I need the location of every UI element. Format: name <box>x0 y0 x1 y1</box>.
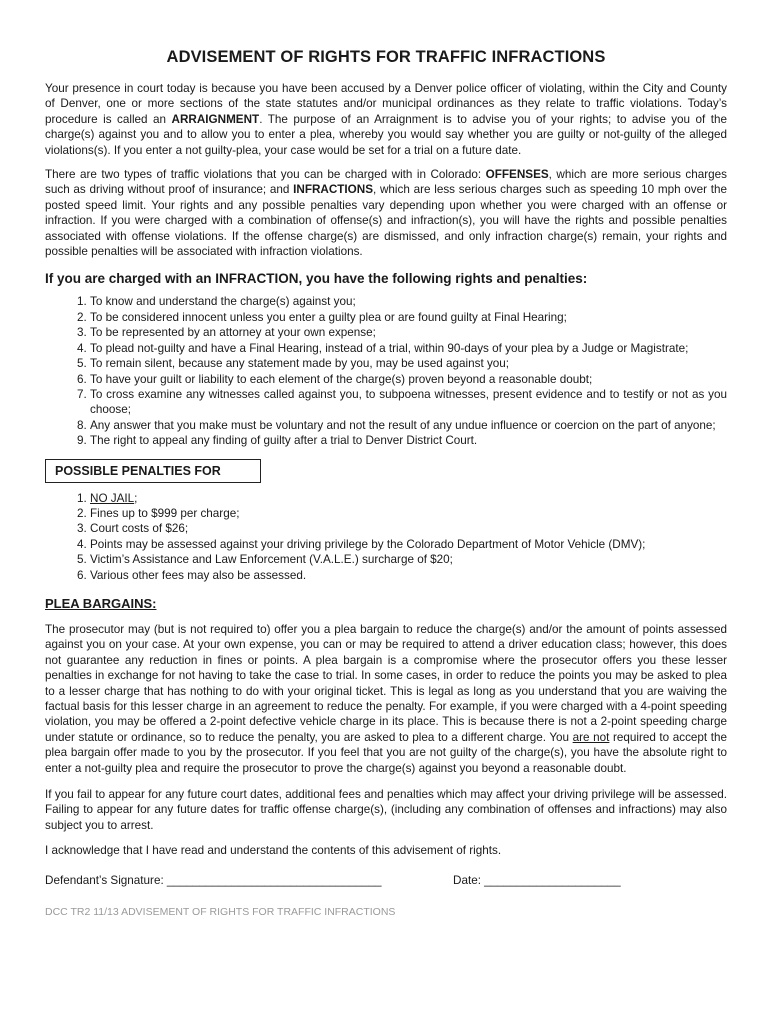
penalties-list-item: 3. Court costs of $26; <box>90 521 727 536</box>
rights-heading: If you are charged with an INFRACTION, you have the following rights and penalties: <box>45 271 588 287</box>
form-footer: DCC TR2 11/13 ADVISEMENT OF RIGHTS FOR TRAFFIC INFRACTIONS <box>45 905 396 918</box>
rights-list <box>45 294 727 448</box>
penalties-list-item: 2. Fines up to $999 per charge; <box>90 506 727 521</box>
document-page <box>45 0 727 918</box>
intro-paragraph-1 <box>45 81 727 158</box>
penalty-punct: ; <box>134 491 138 505</box>
intro-text: , which are less serious charges such as speeding 10 mph over the posted speed limit. Your rights and any possible penalties vary depending upon whether you were charged with an offense or infraction. If you were charged with a combination of offense(s) and infraction(s), you will have the rights and possible penalties associated with offense violations. If the offense charge(s) are dismissed, and only infraction charge(s) remain, your rights and possible penalties will be associated with infraction violations. <box>45 183 728 259</box>
plea-bargains-paragraph <box>45 622 727 776</box>
penalties-list-item <box>90 491 727 506</box>
no-jail-text: NO JAIL <box>90 491 135 505</box>
acknowledgement-statement: I acknowledge that I have read and understand the contents of this advisement of rights. <box>45 844 502 858</box>
offenses-term: OFFENSES <box>485 168 549 182</box>
fail-to-appear-paragraph: If you fail to appear for any future court dates, additional fees and penalties which may affect your driving privilege will be assessed. Failing to appear for any future dates for traffic offense charge(s), (including any combination of offenses and infractions) may also subject you to arrest. <box>45 788 727 832</box>
plea-text: required to accept the plea bargain offer made to you by the prosecutor. If you feel that you are not guilty of the charge(s), you have the absolute right to enter a not-guilty plea and require the prosecutor to prove the charge(s) against you beyond a reasonable doubt. <box>45 730 728 775</box>
penalties-list-item: 5. Victim’s Assistance and Law Enforcement (V.A.L.E.) surcharge of $20; <box>90 552 727 567</box>
rights-list-item: 6. To have your guilt or liability to each element of the charge(s) proven beyond a reasonable doubt; <box>90 372 727 387</box>
signature-field[interactable]: Defendant’s Signature: _________________________________ <box>45 873 382 887</box>
rights-list-item: 8. Any answer that you make must be voluntary and not the result of any undue influence or coercion on the part of anyone; <box>90 418 727 433</box>
date-field[interactable]: Date: _____________________ <box>453 873 621 887</box>
arraignment-term: ARRAIGNMENT <box>171 112 260 126</box>
are-not-emphasis: are not <box>572 730 610 744</box>
penalties-list-item: 6. Various other fees may also be assessed. <box>90 568 727 583</box>
intro-text: . The purpose of an Arraignment is to advise you of your rights; to advise you of the charge(s) against you and to allow you to enter a plea, whereby you would say whether you are guilty or not-guilty of the alleged violations(s). If you enter a not guilty-plea, your case would be set for a trial on a future date. <box>45 112 727 157</box>
rights-list-item: 7. To cross examine any witnesses called against you, to subpoena witnesses, present evidence and to testify or not as you choose; <box>90 387 727 418</box>
penalties-heading-box: POSSIBLE PENALTIES FOR <box>45 459 261 483</box>
intro-text: , which are more serious charges such as driving without proof of insurance; and <box>45 168 728 197</box>
penalties-list <box>45 491 727 583</box>
rights-list-item: 5. To remain silent, because any statement made by you, may be used against you; <box>90 356 727 371</box>
signature-row <box>45 874 727 890</box>
rights-list-item: 9. The right to appeal any finding of guilty after a trial to Denver District Court. <box>90 433 727 448</box>
plea-bargains-heading: PLEA BARGAINS: <box>45 595 157 611</box>
intro-paragraph-2 <box>45 167 727 259</box>
infractions-term: INFRACTIONS <box>293 183 374 197</box>
rights-list-item: 3. To be represented by an attorney at your own expense; <box>90 325 727 340</box>
rights-list-item: 4. To plead not-guilty and have a Final Hearing, instead of a trial, within 90-days of your plea by a Judge or Magistrate; <box>90 341 727 356</box>
penalties-list-item: 4. Points may be assessed against your driving privilege by the Colorado Department of Motor Vehicle (DMV); <box>90 537 727 552</box>
document-title: ADVISEMENT OF RIGHTS FOR TRAFFIC INFRACTIONS <box>166 48 606 66</box>
rights-list-item: 1. To know and understand the charge(s) against you; <box>90 294 727 309</box>
rights-list-item: 2. To be considered innocent unless you enter a guilty plea or are found guilty at Final Hearing; <box>90 310 727 325</box>
intro-text: There are two types of traffic violations that you can be charged with in Colorado: <box>45 168 486 182</box>
intro-text: Your presence in court today is because you have been accused by a Denver police officer of violating, within the City and County of Denver, one or more sections of the state statutes and/or municipal ordinances as they relate to traffic violations. Today’s procedure is called an <box>45 82 727 126</box>
plea-text: The prosecutor may (but is not required to) offer you a plea bargain to reduce the charge(s) and/or the amount of points assessed against you on your case. At your own expense, you can or may be required to attend a driver education class; however, this does not guarantee any reduction in fines or points. A plea bargain is a compromise where the prosecutor offers you these lesser penalties in exchange for not having to take the case to trial. In some cases, in order to reduce the points you may be asked to plea to a lesser charge that has nothing to do with your original ticket. This is legal as long as you understand that you are waiving the factual basis for this lesser charge in an agreement to reduce the penalty. For example, if you were charged with a 4-point speeding violation, you may be offered a 2-point defective vehicle charge in its place. This is because there is not a 2-point speeding charge under statute or ordinance, so to reduce the penalty, you are asked to plea to a different charge. You <box>45 622 727 744</box>
